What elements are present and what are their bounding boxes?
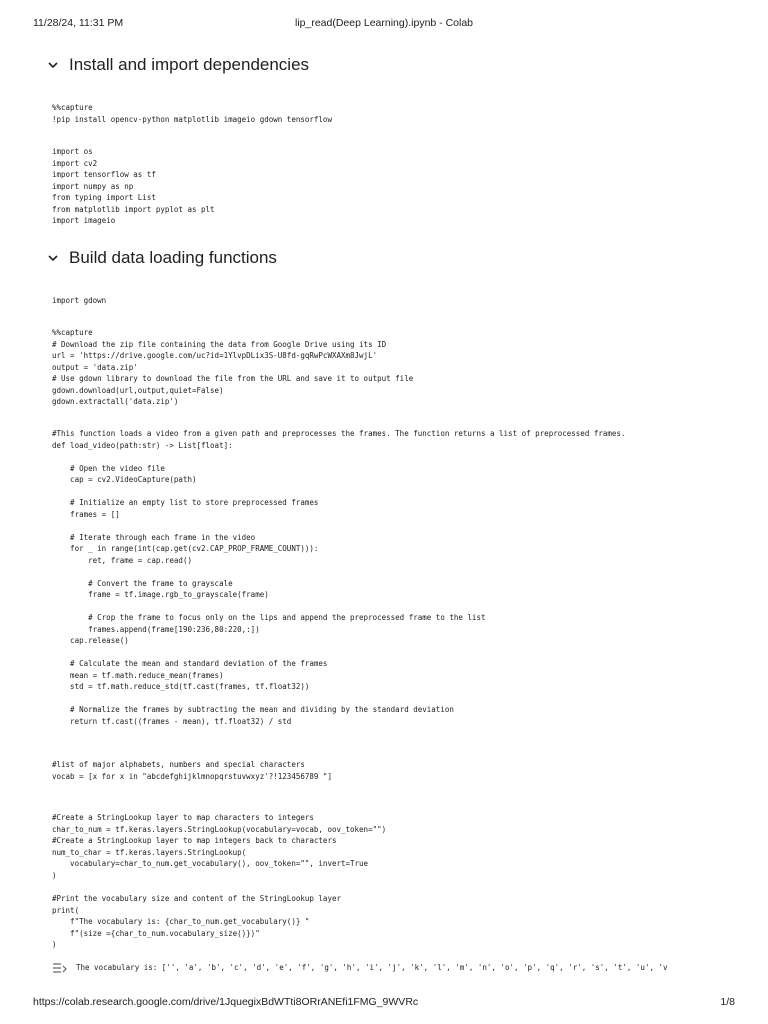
code-cell-print-vocab[interactable]: #Print the vocabulary size and content of the StringLookup layer print( f"The vocabulary is: {char_to_num.get_vocabulary()} " f"(size ={char_to_num.vocabulary_size()})" ) (52, 894, 341, 949)
section-heading-text: Build data loading functions (69, 248, 277, 267)
code-cell-vocab[interactable]: #list of major alphabets, numbers and special characters vocab = [x for x in "abcdefghijklmnopqrstuvwxyz'?!123456789 "] (52, 760, 332, 781)
code-cell-string-lookup[interactable]: #Create a StringLookup layer to map characters to integers char_to_num = tf.keras.layers.StringLookup(vocabulary=vocab, oov_token="") #Create a StringLookup layer to map integers back to characters num_to_char = tf.keras.layers.StringLookup( vocabulary=char_to_num.get_vocabulary(), oov_token="", invert=True ) (52, 813, 387, 880)
code-cell-imports[interactable]: import os import cv2 import tensorflow as tf import numpy as np from typing import List from matplotlib import pyplot as plt import imageio (52, 147, 215, 225)
output-text: The vocabulary is: ['', 'a', 'b', 'c', 'd', 'e', 'f', 'g', 'h', 'i', 'j', 'k', 'l', 'm', 'n', 'o', 'p', 'q', 'r', 's', 't', 'u', 'v (76, 962, 668, 972)
code-cell-load-video[interactable]: #This function loads a video from a given path and preprocesses the frames. The function returns a list of preprocessed frames. def load_video(path:str) -> List[float]: # Open the video file cap = cv2.VideoCapture(path) # Initialize an empty list to store preprocessed frames frames = [] # Iterate through each frame in the video for _ in range(int(cap.get(cv2.CAP_PROP_FRAME_COUNT))): ret, frame = cap.read() # Convert the frame to grayscale frame = tf.image.rgb_to_grayscale(frame) # Crop the frame to focus only on the lips and append the preprocessed frame to the list frames.append(frame[190:236,80:220,:]) cap.release() # Calculate the mean and standard deviation of the frames mean = tf.math.reduce_mean(frames) std = tf.math.reduce_std(tf.cast(frames, tf.float32)) # Normalize the frames by subtracting the mean and dividing by the standard deviation return tf.cast((frames - mean), tf.float32) / std (52, 429, 626, 726)
cell-output (52, 960, 742, 974)
print-footer (0, 996, 768, 1016)
section-install-dependencies (46, 55, 309, 75)
code-cell-import-gdown[interactable]: import gdown (52, 296, 107, 305)
code-cell-pip-install[interactable]: %%capture !pip install opencv-python matplotlib imageio gdown tensorflow (52, 103, 332, 124)
document-title: lip_read(Deep Learning).ipynb - Colab (294, 17, 474, 29)
section-data-loading (46, 248, 277, 268)
output-toggle-icon[interactable] (52, 961, 68, 973)
chevron-down-icon[interactable] (46, 251, 60, 265)
print-datetime: 11/28/24, 11:31 PM (33, 17, 124, 29)
page-number: 1/8 (720, 996, 735, 1008)
code-cell-download-data[interactable]: %%capture # Download the zip file containing the data from Google Drive using its ID url = 'https://drive.google.com/uc?id=1YlvpDLix3S-U8fd-gqRwPcWXAXm8JwjL' output = 'data.zip' # Use gdown library to download the file from the URL and save it to output file gdown.download(url,output,quiet=False) gdown.extractall('data.zip') (52, 328, 414, 406)
chevron-down-icon[interactable] (46, 58, 60, 72)
footer-url: https://colab.research.google.com/drive/1JquegixBdWTti8ORrANEfi1FMG_9WVRc (33, 996, 419, 1008)
print-header (0, 10, 768, 30)
section-heading-text: Install and import dependencies (69, 55, 310, 74)
